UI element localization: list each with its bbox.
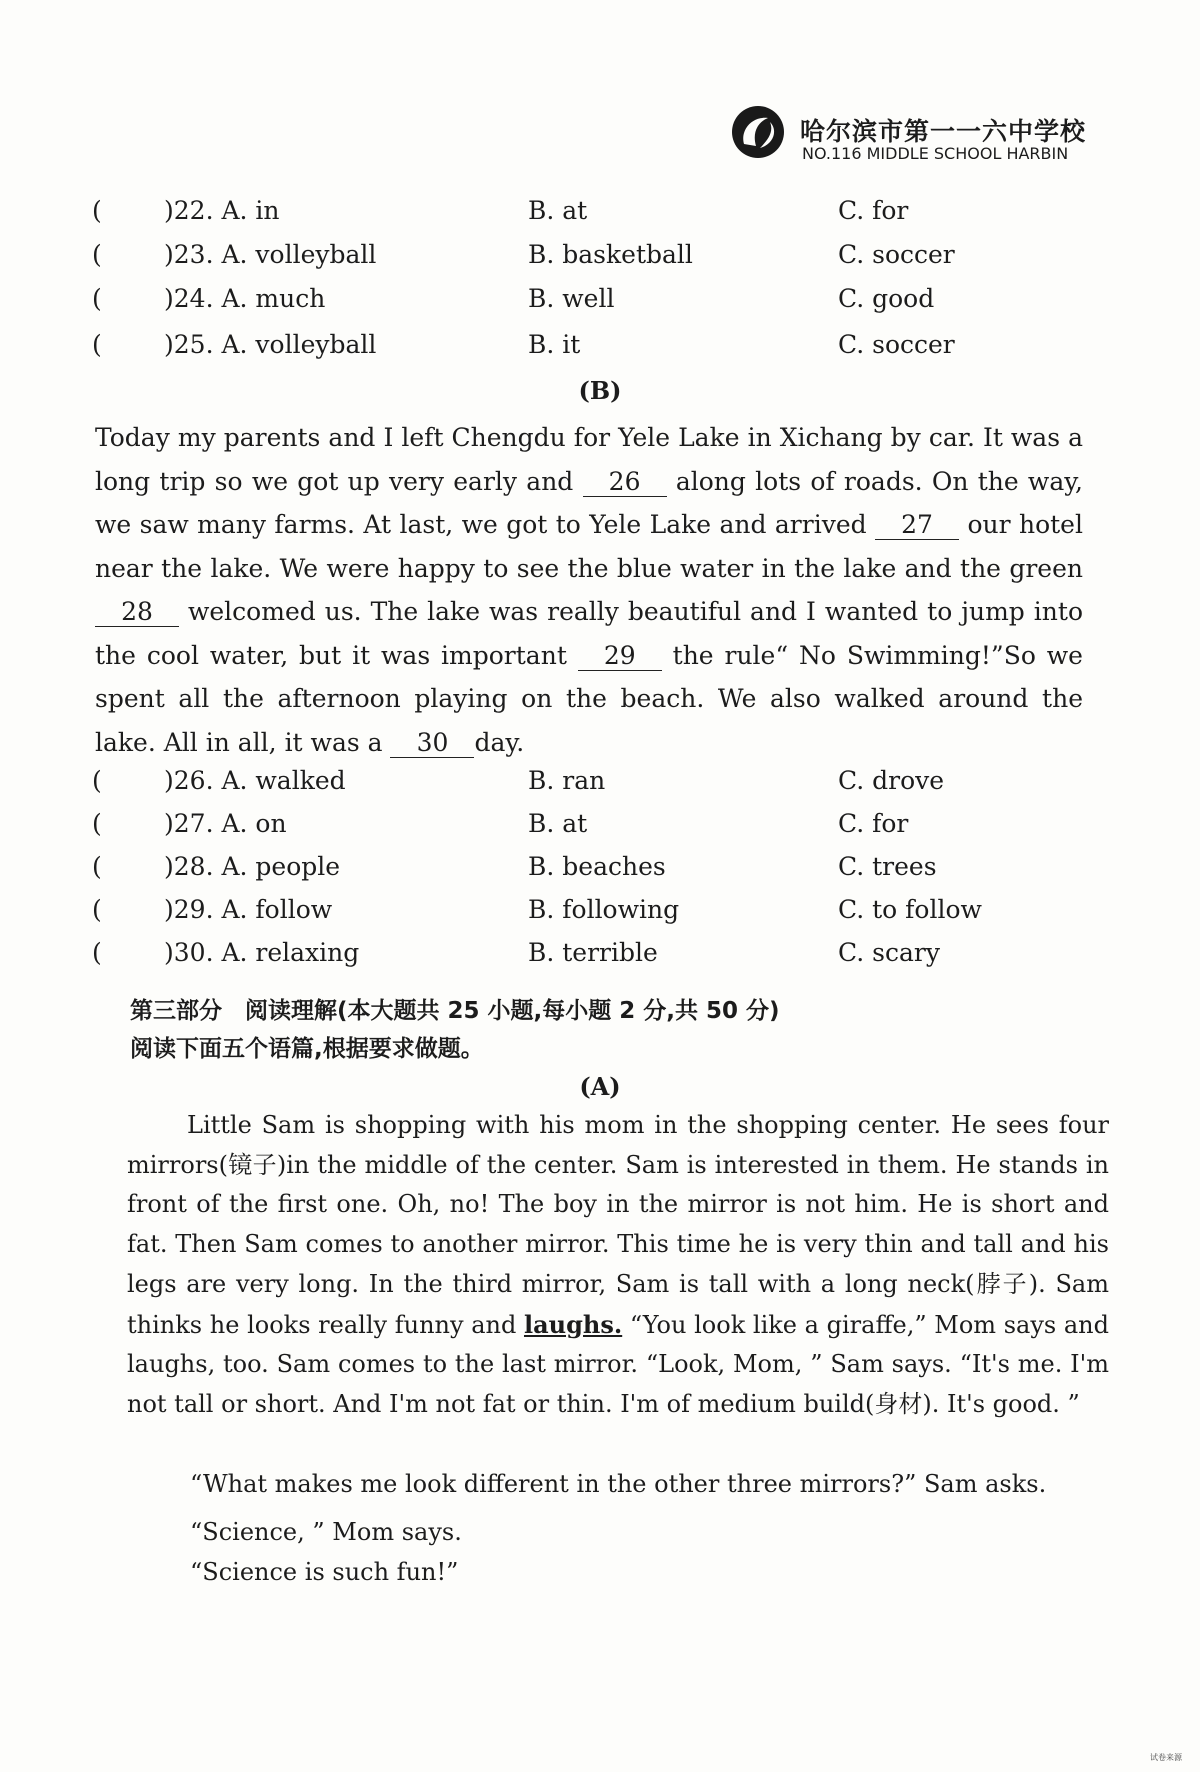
school-name-cn: 哈尔滨市第一一六中学校 bbox=[800, 117, 1087, 146]
story-line-2: “Science, ” Mom says. bbox=[190, 1518, 462, 1546]
watermark: 试卷来源 bbox=[1150, 1753, 1182, 1762]
blank-28: 28 bbox=[95, 598, 179, 627]
blank-26: 26 bbox=[583, 468, 667, 497]
story-line-3: “Science is such fun!” bbox=[190, 1558, 459, 1586]
blank-30: 30 bbox=[390, 729, 474, 758]
story-passage: Little Sam is shopping with his mom in the shopping center. He sees four mirrors(镜子)in the middle of the center. Sam is interested in them. He stands in front of the first one. Oh, no! The boy in the mirror is not him. He is short and fat. Then Sam comes to another mirror. This time he is very thin and tall and his legs are very long. In the third mirror, Sam is tall with a long neck(脖子). Sam thinks he looks really funny and laughs. “You look like a giraffe,” Mom says and laughs, too. Sam comes to the last mirror. “Look, Mom, ” Sam says. “It's me. I'm not tall or short. And I'm not fat or thin. I'm of medium build(身材). It's good. ” bbox=[127, 1111, 1109, 1418]
blank-29: 29 bbox=[578, 642, 662, 671]
school-name-en: NO.116 MIDDLE SCHOOL HARBIN bbox=[802, 144, 1069, 163]
underlined-word-laughs: laughs. bbox=[523, 1309, 623, 1339]
school-header bbox=[730, 104, 1170, 164]
section-b-label: (B) bbox=[578, 376, 622, 405]
part3-title: 第三部分 阅读理解(本大题共 25 小题,每小题 2 分,共 50 分) bbox=[130, 998, 780, 1024]
part3-instruction: 阅读下面五个语篇,根据要求做题。 bbox=[130, 1036, 484, 1062]
section-a-label: (A) bbox=[579, 1072, 621, 1101]
blank-27: 27 bbox=[875, 511, 959, 540]
school-crest-icon bbox=[730, 104, 786, 160]
story-line-1: “What makes me look different in the other three mirrors?” Sam asks. bbox=[190, 1470, 1047, 1498]
section-b-passage: Today my parents and I left Chengdu for Yele Lake in Xichang by car. It was a long trip so we got up very early and 26 along lots of roads. On the way, we saw many farms. At last, we got to Yele Lake and arrived 27 our hotel near the lake. We were happy to see the blue water in the lake and the green 28 welcomed us. The lake was really beautiful and I wanted to jump into the cool water, but it was important 29 the rule“ No Swimming!”So we spent all the afternoon playing on the beach. We also walked around the lake. All in all, it was a 30 day. bbox=[95, 423, 1083, 757]
